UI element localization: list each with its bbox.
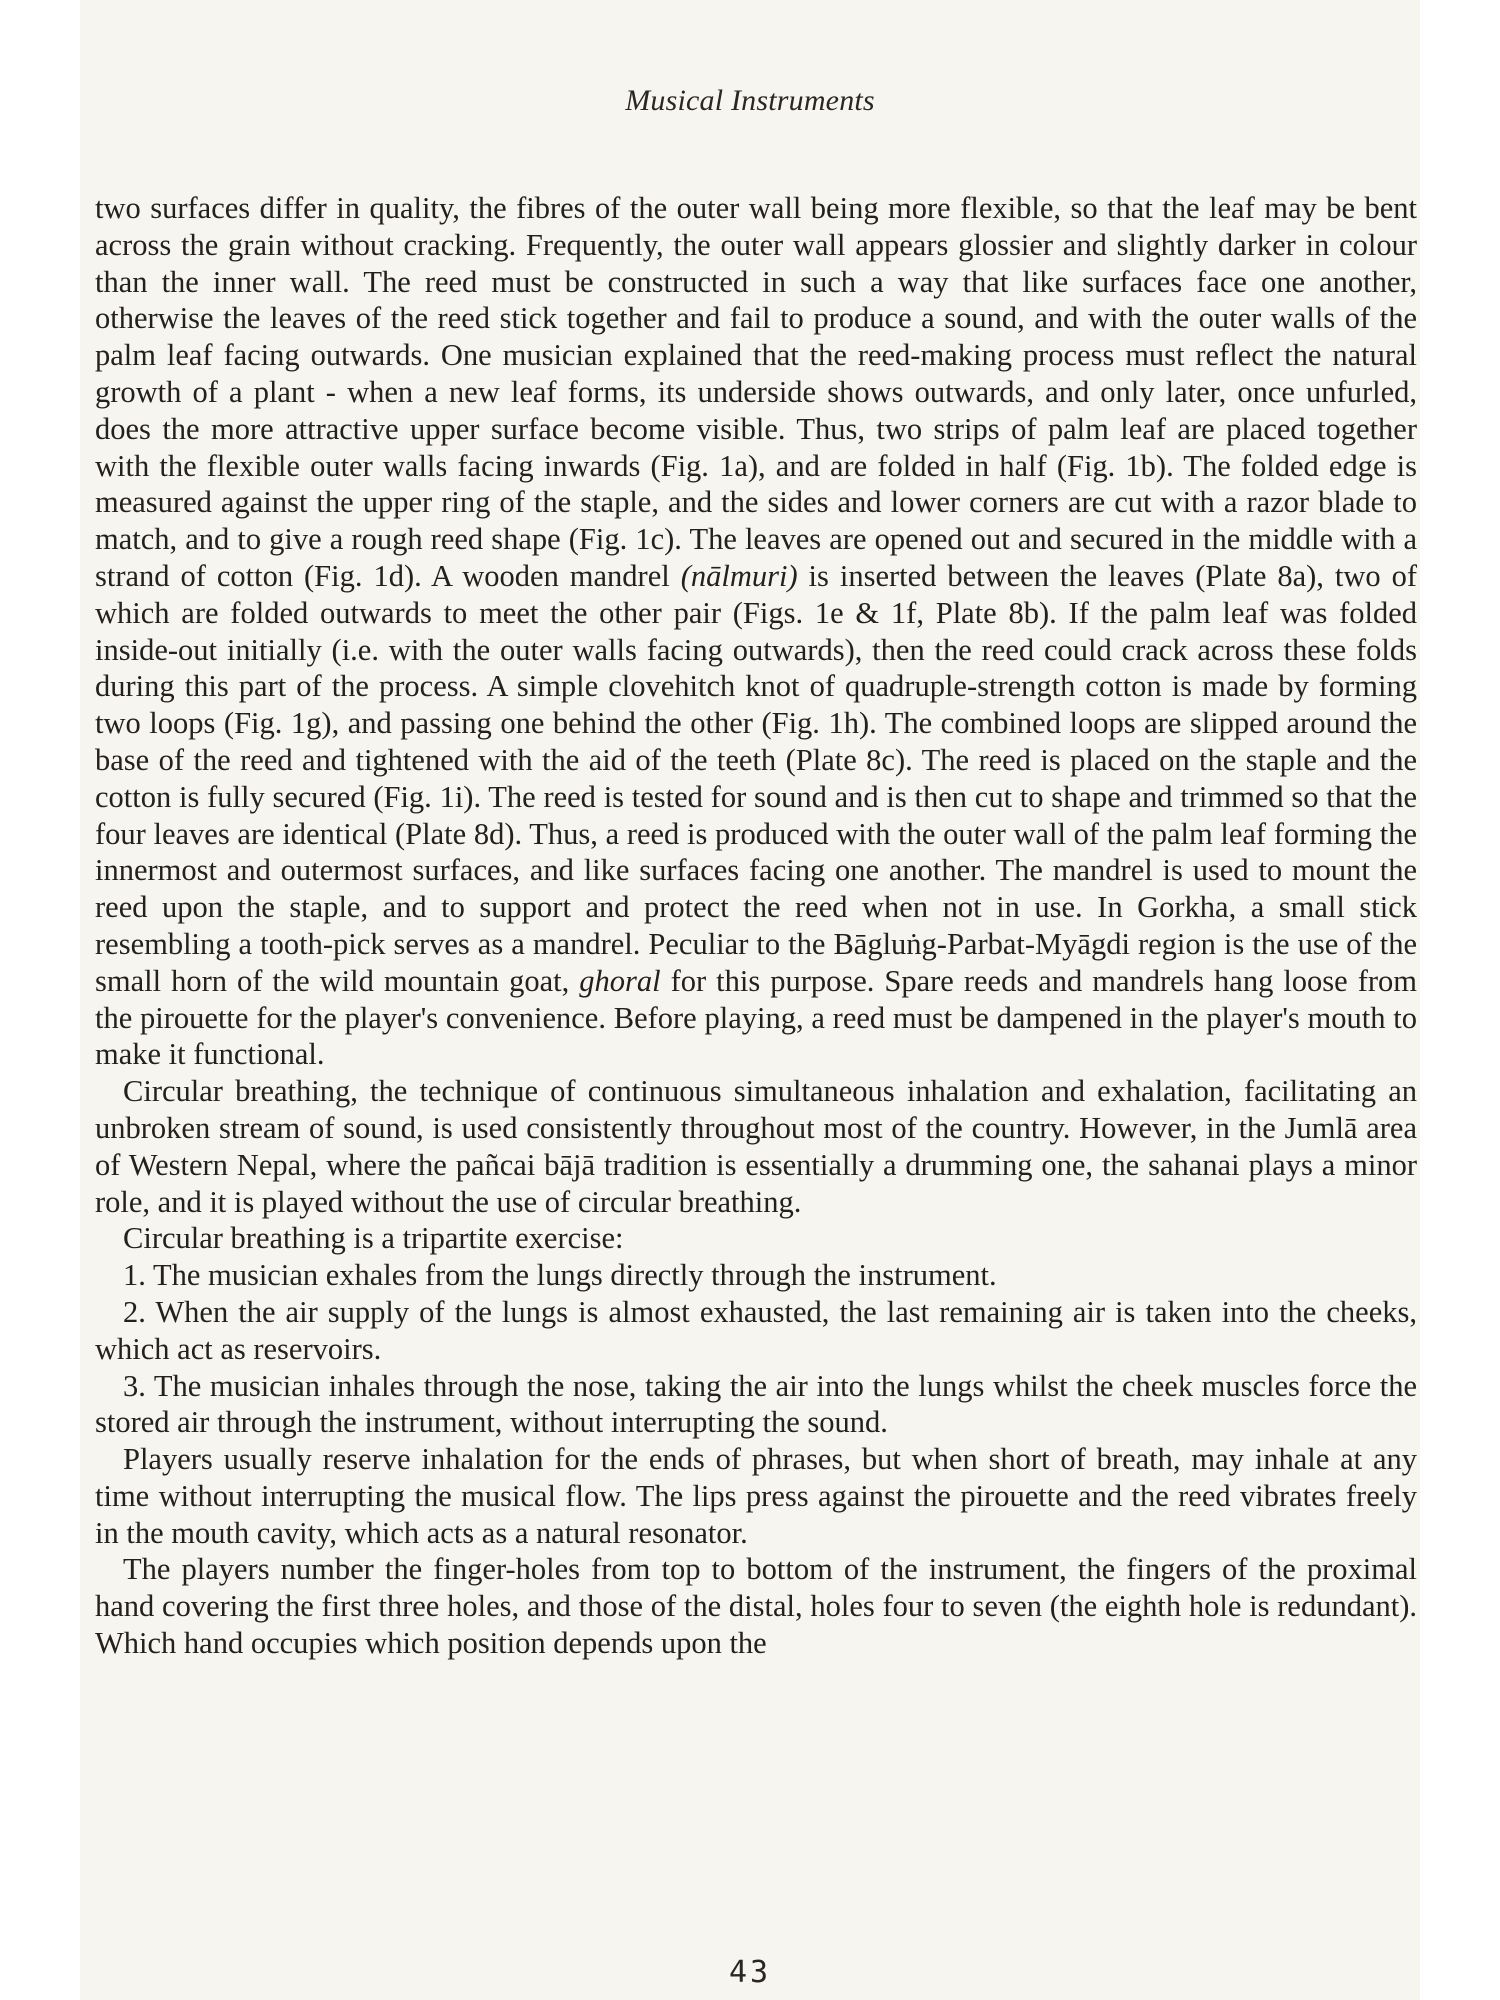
running-head: Musical Instruments: [625, 84, 875, 117]
paragraph-tripartite-intro: Circular breathing is a tripartite exercise:: [123, 1221, 624, 1256]
page-number: 43: [728, 1955, 772, 1990]
body-text: [95, 190, 1417, 1662]
paragraph-reed-construction: [95, 190, 1417, 1073]
paragraph-circular-breathing: Circular breathing, the technique of continuous simultaneous inhalation and exhalation, facilitating an unbroken stream of sound, is used consistently throughout most of the country. However, in the Jumlā area of Western Nepal, where the pañcai bājā tradition is essentially a drumming one, the sahanai plays a minor role, and it is played without the use of circular breathing.: [95, 1074, 1417, 1219]
text-span: is inserted between the leaves (Plate 8a), two of which are folded outwards to meet the other pair (Figs. 1e & 1f, Plate 8b). If the palm leaf was folded inside-out initially (i.e. with the outer walls facing outwards), then the reed could crack across these folds during this part of the process. A simple clovehitch knot of quadruple-strength cotton is made by forming two loops (Fig. 1g), and passing one behind the other (Fig. 1h). The combined loops are slipped around the base of the reed and tightened with the aid of the teeth (Plate 8c). The reed is placed on the staple and the cotton is fully secured (Fig. 1i). The reed is tested for sound and is then cut to shape and trimmed so that the four leaves are identical (Plate 8d). Thus, a reed is produced with the outer wall of the palm leaf forming the innermost and outermost surfaces, and like surfaces facing one another. The mandrel is used to mount the reed upon the staple, and to support and protect the reed when not in use. In Gorkha, a small stick resembling a tooth-pick serves as a mandrel. Peculiar to the Bāgluṅg-Parbat-Myāgdi region is the use of the small horn of the wild mountain goat,: [95, 558, 1417, 998]
term-ghoral: ghoral: [579, 963, 661, 998]
list-item-step-3: 3. The musician inhales through the nose, taking the air into the lungs whilst the cheek muscles force the stored air through the instrument, without interrupting the sound.: [95, 1368, 1417, 1440]
text-span: two surfaces differ in quality, the fibres of the outer wall being more flexible, so that the leaf may be bent across the grain without cracking. Frequently, the outer wall appears glossier and slightly darker in colour than the inner wall. The reed must be constructed in such a way that like surfaces face one another, otherwise the leaves of the reed stick together and fail to produce a sound, and with the outer walls of the palm leaf facing outwards. One musician explained that the reed-making process must reflect the natural growth of a plant - when a new leaf forms, its underside shows outwards, and only later, once unfurled, does the more attractive upper surface become visible. Thus, two strips of palm leaf are placed together with the flexible outer walls facing inwards (Fig. 1a), and are folded in half (Fig. 1b). The folded edge is measured against the upper ring of the staple, and the sides and lower corners are cut with a razor blade to match, and to give a rough reed shape (Fig. 1c). The leaves are opened out and secured in the middle with a strand of cotton (Fig. 1d). A wooden mandrel: [95, 191, 1417, 593]
term-nalmuri: (nālmuri): [680, 558, 798, 593]
paragraph-inhalation: Players usually reserve inhalation for the ends of phrases, but when short of breath, may inhale at any time without interrupting the musical flow. The lips press against the pirouette and the reed vibrates freely in the mouth cavity, which acts as a natural resonator.: [95, 1442, 1417, 1550]
paragraph-finger-holes: The players number the finger-holes from top to bottom of the instrument, the fingers of the proximal hand covering the first three holes, and those of the distal, holes four to seven (the eighth hole is redundant). Which hand occupies which position depends upon the: [95, 1552, 1417, 1661]
list-item-step-2: 2. When the air supply of the lungs is almost exhausted, the last remaining air is taken into the cheeks, which act as reservoirs.: [95, 1294, 1417, 1366]
book-page: [80, 0, 1420, 2000]
list-item-step-1: 1. The musician exhales from the lungs directly through the instrument.: [123, 1258, 997, 1293]
text-span: for this purpose. Spare reeds and mandrels hang loose from the pirouette for the player's convenience. Before playing, a reed must be dampened in the player's mouth to make it functional.: [95, 963, 1417, 1072]
